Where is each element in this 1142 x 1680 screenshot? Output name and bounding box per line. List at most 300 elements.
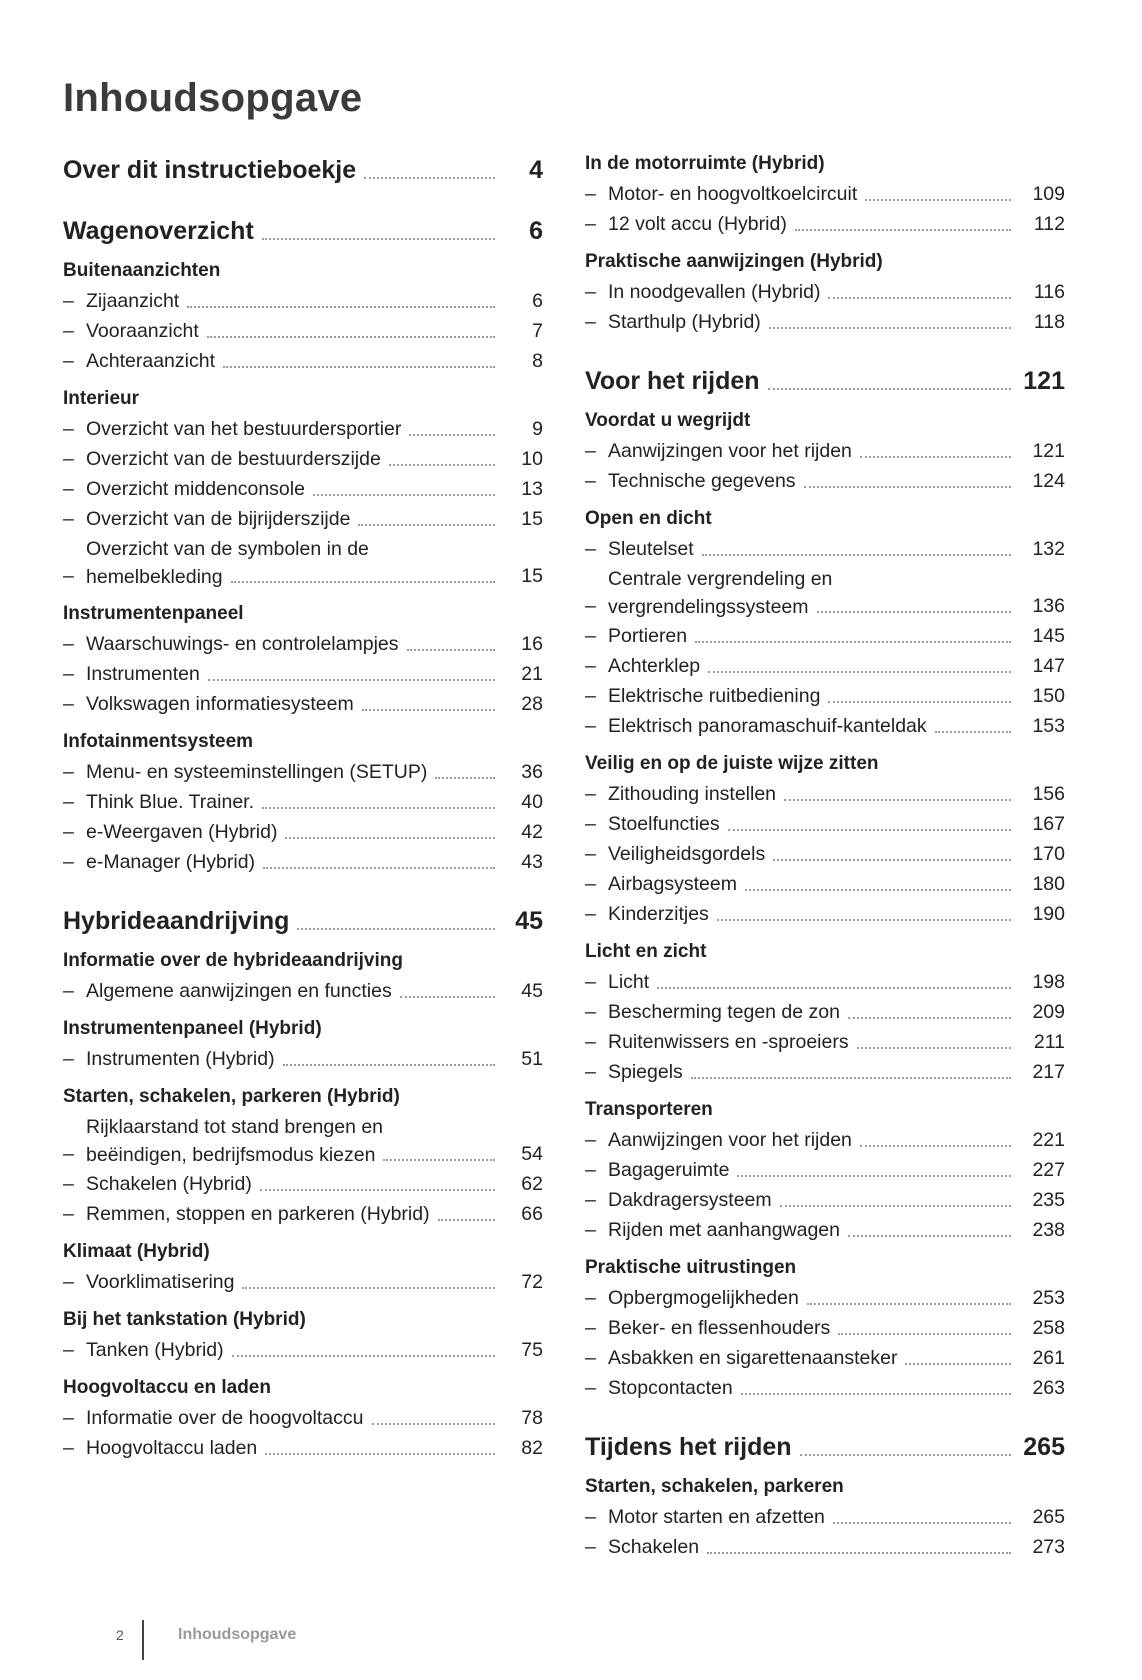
toc-item-label: Portieren <box>608 625 688 647</box>
toc-item[interactable] <box>63 757 543 787</box>
dot-leader <box>804 486 1011 488</box>
toc-section-heading: Buitenaanzichten <box>63 260 221 281</box>
toc-item-label: beëindigen, bedrijfsmodus kiezen <box>86 1144 376 1166</box>
toc-item-line <box>608 534 1019 564</box>
toc-item-label: Technische gegevens <box>608 470 796 492</box>
toc-item[interactable] <box>585 179 1065 209</box>
list-dash: – <box>585 595 596 617</box>
toc-page-number: 43 <box>521 851 543 873</box>
list-dash: – <box>63 821 74 843</box>
toc-chapter-line <box>63 153 503 187</box>
list-dash: – <box>63 320 74 342</box>
dot-leader <box>728 829 1011 831</box>
toc-item-label: e-Weergaven (Hybrid) <box>86 821 278 843</box>
toc-item-line <box>608 1313 1019 1343</box>
toc-item[interactable] <box>585 1373 1065 1403</box>
toc-item-line <box>608 1057 1019 1087</box>
toc-item-line <box>86 1433 503 1463</box>
list-dash: – <box>63 663 74 685</box>
dot-leader <box>860 456 1011 458</box>
toc-section-heading: Open en dicht <box>585 508 712 529</box>
toc-item-line <box>86 286 503 316</box>
toc-item-line <box>86 564 503 591</box>
toc-item[interactable] <box>585 1343 1065 1373</box>
toc-item-body <box>86 817 503 847</box>
toc-item-body <box>608 1057 1019 1087</box>
toc-item-body <box>86 757 503 787</box>
toc-item-line <box>608 1283 1019 1313</box>
toc-item-line <box>86 847 503 877</box>
toc-page-number: 9 <box>532 418 543 440</box>
toc-item[interactable] <box>585 1215 1065 1245</box>
toc-item-label: Aanwijzingen voor het rijden <box>608 440 852 462</box>
list-dash: – <box>585 873 596 895</box>
toc-item-body <box>608 564 1019 621</box>
toc-item-label: hemelbekleding <box>86 566 223 588</box>
toc-item[interactable] <box>585 711 1065 741</box>
toc-item-line <box>608 621 1019 651</box>
dot-leader <box>400 996 495 998</box>
toc-item[interactable] <box>63 659 543 689</box>
toc-item[interactable] <box>585 1502 1065 1532</box>
toc-item-line <box>86 316 503 346</box>
toc-item[interactable] <box>585 779 1065 809</box>
toc-item-body <box>608 436 1019 466</box>
list-dash: – <box>63 448 74 470</box>
toc-item-label: Menu- en systeeminstellingen (SETUP) <box>86 761 428 783</box>
toc-page-number: 72 <box>521 1271 543 1293</box>
toc-page-number: 265 <box>1023 1433 1065 1461</box>
toc-item[interactable] <box>585 1185 1065 1215</box>
toc-item-label: Stopcontacten <box>608 1377 733 1399</box>
list-dash: – <box>585 1219 596 1241</box>
toc-page-number: 150 <box>1032 685 1065 707</box>
toc-item-label: Ruitenwissers en -sproeiers <box>608 1031 849 1053</box>
list-dash: – <box>585 783 596 805</box>
toc-item[interactable] <box>585 681 1065 711</box>
toc-item-label: Stoelfuncties <box>608 813 720 835</box>
toc-item-label: 12 volt accu (Hybrid) <box>608 213 787 235</box>
toc-item-label: Think Blue. Trainer. <box>86 791 254 813</box>
dot-leader <box>795 229 1011 231</box>
dot-leader <box>708 671 1011 673</box>
toc-item-label: Achterklep <box>608 655 701 677</box>
list-dash: – <box>585 1377 596 1399</box>
dot-leader <box>263 867 495 869</box>
dot-leader <box>358 524 495 526</box>
toc-item[interactable] <box>585 1313 1065 1343</box>
toc-chapter[interactable] <box>585 1430 1065 1464</box>
list-dash: – <box>63 290 74 312</box>
toc-chapter[interactable] <box>63 904 543 938</box>
toc-item-body <box>608 307 1019 337</box>
toc-item-body <box>608 1502 1019 1532</box>
dot-leader <box>784 799 1011 801</box>
toc-section-heading: Instrumentenpaneel <box>63 603 244 624</box>
toc-item-line <box>86 534 503 564</box>
list-dash: – <box>63 1048 74 1070</box>
toc-item-label: Motor starten en afzetten <box>608 1506 825 1528</box>
toc-page-number: 190 <box>1032 903 1065 925</box>
toc-item-body <box>608 179 1019 209</box>
list-dash: – <box>63 851 74 873</box>
toc-page-number: 13 <box>521 478 543 500</box>
toc-item[interactable] <box>63 444 543 474</box>
toc-item-line <box>86 346 503 376</box>
toc-page-number: 147 <box>1032 655 1065 677</box>
toc-page-number: 265 <box>1032 1506 1065 1528</box>
toc-item-body <box>608 1532 1019 1562</box>
toc-item-body <box>608 621 1019 651</box>
toc-chapter-label: Tijdens het rijden <box>585 1433 792 1461</box>
dot-leader <box>364 177 495 179</box>
toc-item-line <box>86 1267 503 1297</box>
list-dash: – <box>585 1001 596 1023</box>
list-dash: – <box>63 1271 74 1293</box>
toc-page-number: 121 <box>1023 367 1065 395</box>
toc-item-label: Bescherming tegen de zon <box>608 1001 840 1023</box>
toc-item[interactable] <box>63 286 543 316</box>
toc-page-number: 21 <box>521 663 543 685</box>
toc-chapter[interactable] <box>585 364 1065 398</box>
toc-page-number: 45 <box>521 980 543 1002</box>
toc-item-label: vergrendelingssysteem <box>608 596 809 618</box>
dot-leader <box>297 928 495 930</box>
dot-leader <box>372 1423 496 1425</box>
toc-item[interactable] <box>63 474 543 504</box>
list-dash: – <box>63 1437 74 1459</box>
toc-item[interactable] <box>63 1044 543 1074</box>
toc-section-heading: Licht en zicht <box>585 941 707 962</box>
toc-page-number: 124 <box>1032 470 1065 492</box>
toc-item-label: Achteraanzicht <box>86 350 215 372</box>
toc-page-number: 40 <box>521 791 543 813</box>
list-dash: – <box>585 470 596 492</box>
toc-section-heading: Praktische aanwijzingen (Hybrid) <box>585 251 883 272</box>
toc-item[interactable] <box>585 1057 1065 1087</box>
toc-item[interactable] <box>63 316 543 346</box>
toc-item-label: Instrumenten (Hybrid) <box>86 1048 275 1070</box>
toc-item-label: Overzicht van de symbolen in de <box>86 538 369 560</box>
toc-item-body <box>86 847 503 877</box>
toc-item[interactable] <box>63 817 543 847</box>
toc-page-number: 116 <box>1033 281 1065 303</box>
toc-item-label: e-Manager (Hybrid) <box>86 851 256 873</box>
toc-item-label: Starthulp (Hybrid) <box>608 311 761 333</box>
toc-item-line <box>86 689 503 719</box>
toc-item[interactable] <box>585 277 1065 307</box>
dot-leader <box>383 1159 495 1161</box>
dot-leader <box>283 1064 495 1066</box>
toc-item-body <box>86 1199 503 1229</box>
toc-item[interactable] <box>585 839 1065 869</box>
toc-item-body <box>86 504 503 534</box>
toc-chapter-line <box>63 904 503 938</box>
toc-item[interactable] <box>63 346 543 376</box>
toc-item[interactable] <box>585 534 1065 564</box>
dot-leader <box>242 1287 495 1289</box>
toc-item[interactable] <box>63 414 543 444</box>
toc-item-body <box>86 474 503 504</box>
toc-page-number: 235 <box>1032 1189 1065 1211</box>
toc-item-label: Waarschuwings- en controlelampjes <box>86 633 399 655</box>
list-dash: – <box>585 813 596 835</box>
toc-item-label: Asbakken en sigarettenaansteker <box>608 1347 898 1369</box>
toc-item[interactable] <box>585 1027 1065 1057</box>
toc-item-body <box>608 1313 1019 1343</box>
toc-item-line <box>86 787 503 817</box>
toc-item-line <box>608 869 1019 899</box>
toc-item-label: Tanken (Hybrid) <box>86 1339 224 1361</box>
toc-item[interactable] <box>585 651 1065 681</box>
toc-item[interactable] <box>63 1335 543 1365</box>
toc-section-heading: In de motorruimte (Hybrid) <box>585 153 825 174</box>
toc-section-heading: Voordat u wegrijdt <box>585 410 751 431</box>
toc-item-line <box>608 1502 1019 1532</box>
dot-leader <box>817 611 1011 613</box>
toc-item-line <box>608 651 1019 681</box>
list-dash: – <box>63 418 74 440</box>
toc-item-line <box>608 711 1019 741</box>
toc-section-heading: Interieur <box>63 388 140 409</box>
toc-item-line <box>608 1155 1019 1185</box>
dot-leader <box>865 199 1011 201</box>
dot-leader <box>207 336 495 338</box>
list-dash: – <box>63 1407 74 1429</box>
toc-item-line <box>86 1142 503 1169</box>
toc-item-body <box>608 681 1019 711</box>
list-dash: – <box>585 1347 596 1369</box>
dot-leader <box>313 494 495 496</box>
toc-item-label: Overzicht middenconsole <box>86 478 305 500</box>
toc-section-heading: Starten, schakelen, parkeren <box>585 1476 844 1497</box>
toc-section-heading: Informatie over de hybrideaandrijving <box>63 950 403 971</box>
toc-item-line <box>608 997 1019 1027</box>
toc-item-label: Elektrisch panoramaschuif-kanteldak <box>608 715 927 737</box>
toc-item[interactable] <box>63 504 543 534</box>
list-dash: – <box>585 183 596 205</box>
toc-page-number: 82 <box>521 1437 543 1459</box>
toc-item-line <box>608 809 1019 839</box>
toc-page-number: 145 <box>1032 625 1065 647</box>
toc-item-body <box>608 1027 1019 1057</box>
toc-page-number: 156 <box>1032 783 1065 805</box>
toc-item[interactable] <box>63 1267 543 1297</box>
toc-item-body <box>86 1267 503 1297</box>
toc-item-line <box>608 307 1019 337</box>
toc-item[interactable] <box>63 1433 543 1463</box>
list-dash: – <box>585 715 596 737</box>
toc-item[interactable] <box>585 1283 1065 1313</box>
list-dash: – <box>63 478 74 500</box>
toc-item-line <box>608 1343 1019 1373</box>
toc-item-body <box>608 1155 1019 1185</box>
toc-item-body <box>608 1343 1019 1373</box>
toc-item[interactable] <box>585 967 1065 997</box>
toc-item-label: Bagageruimte <box>608 1159 730 1181</box>
toc-item-body <box>86 534 503 591</box>
list-dash: – <box>63 761 74 783</box>
toc-item-label: Centrale vergrendeling en <box>608 568 833 590</box>
dot-leader <box>232 1355 495 1357</box>
list-dash: – <box>585 281 596 303</box>
toc-item[interactable] <box>585 209 1065 239</box>
toc-item[interactable] <box>63 1169 543 1199</box>
toc-item-label: Overzicht van het bestuurdersportier <box>86 418 402 440</box>
dot-leader <box>828 297 1011 299</box>
dot-leader <box>208 679 495 681</box>
toc-item-label: Opbergmogelijkheden <box>608 1287 799 1309</box>
dot-leader <box>833 1522 1011 1524</box>
toc-item-line <box>86 444 503 474</box>
toc-item-line <box>608 681 1019 711</box>
toc-chapter-label: Hybrideaandrijving <box>63 907 290 935</box>
toc-item-label: Instrumenten <box>86 663 200 685</box>
toc-page-number: 273 <box>1032 1536 1065 1558</box>
toc-page-number: 217 <box>1032 1061 1065 1083</box>
list-dash: – <box>63 565 74 587</box>
toc-page-number: 45 <box>515 907 543 935</box>
toc-item[interactable] <box>585 466 1065 496</box>
toc-item[interactable] <box>63 787 543 817</box>
toc-item-body <box>86 1403 503 1433</box>
toc-item-body <box>86 1044 503 1074</box>
toc-item-line <box>608 839 1019 869</box>
toc-item-line <box>608 779 1019 809</box>
toc-item-line <box>86 1403 503 1433</box>
toc-item-label: Algemene aanwijzingen en functies <box>86 980 392 1002</box>
toc-item-line <box>86 817 503 847</box>
toc-item[interactable] <box>585 1125 1065 1155</box>
toc-item-line <box>608 1532 1019 1562</box>
toc-page-number: 28 <box>521 693 543 715</box>
toc-item-label: Volkswagen informatiesysteem <box>86 693 354 715</box>
toc-item[interactable] <box>63 629 543 659</box>
toc-item[interactable] <box>585 899 1065 929</box>
toc-item[interactable] <box>63 1199 543 1229</box>
toc-item-line <box>608 564 1019 594</box>
toc-item[interactable] <box>585 809 1065 839</box>
list-dash: – <box>585 1536 596 1558</box>
toc-item-body <box>86 286 503 316</box>
toc-item-label: Schakelen <box>608 1536 700 1558</box>
toc-item[interactable] <box>63 689 543 719</box>
dot-leader <box>737 1175 1011 1177</box>
dot-leader <box>702 554 1011 556</box>
toc-item-label: Airbagsysteem <box>608 873 737 895</box>
toc-page-number: 253 <box>1032 1287 1065 1309</box>
toc-item[interactable] <box>585 1155 1065 1185</box>
toc-item-label: Aanwijzingen voor het rijden <box>608 1129 852 1151</box>
toc-item-body <box>608 1215 1019 1245</box>
toc-item-body <box>86 787 503 817</box>
toc-page-number: 109 <box>1032 183 1065 205</box>
toc-item-label: Vooraanzicht <box>86 320 199 342</box>
toc-item-label: Kinderzitjes <box>608 903 709 925</box>
toc-page-number: 75 <box>521 1339 543 1361</box>
toc-item[interactable] <box>585 307 1065 337</box>
toc-page-number: 7 <box>532 320 543 342</box>
toc-item[interactable] <box>585 621 1065 651</box>
toc-chapter-label: Over dit instructieboekje <box>63 156 357 184</box>
toc-item[interactable] <box>585 869 1065 899</box>
toc-item-body <box>86 316 503 346</box>
toc-page-number: 6 <box>532 290 543 312</box>
toc-item-line <box>608 899 1019 929</box>
dot-leader <box>409 434 495 436</box>
toc-page-number: 121 <box>1032 440 1065 462</box>
list-dash: – <box>585 625 596 647</box>
list-dash: – <box>585 538 596 560</box>
dot-leader <box>438 1219 495 1221</box>
page-title: Inhoudsopgave <box>63 76 363 120</box>
toc-page-number: 62 <box>521 1173 543 1195</box>
toc-item-line <box>608 466 1019 496</box>
dot-leader <box>435 777 495 779</box>
toc-page-number: 8 <box>532 350 543 372</box>
toc-item-label: Overzicht van de bijrijderszijde <box>86 508 351 530</box>
list-dash: – <box>585 1189 596 1211</box>
toc-chapter[interactable] <box>63 153 543 187</box>
toc-item-label: Sleutelset <box>608 538 694 560</box>
toc-item[interactable] <box>63 534 543 591</box>
list-dash: – <box>585 311 596 333</box>
dot-leader <box>407 649 496 651</box>
toc-item[interactable] <box>63 1112 543 1169</box>
list-dash: – <box>63 350 74 372</box>
toc-item-line <box>608 436 1019 466</box>
list-dash: – <box>585 685 596 707</box>
toc-item-line <box>608 209 1019 239</box>
toc-item-body <box>86 444 503 474</box>
toc-item-body <box>86 1335 503 1365</box>
dot-leader <box>691 1077 1011 1079</box>
list-dash: – <box>585 903 596 925</box>
dot-leader <box>231 581 495 583</box>
toc-item[interactable] <box>585 997 1065 1027</box>
dot-leader <box>935 731 1011 733</box>
toc-page-number: 180 <box>1032 873 1065 895</box>
list-dash: – <box>585 440 596 462</box>
toc-item[interactable] <box>585 1532 1065 1562</box>
toc-item-label: Spiegels <box>608 1061 683 1083</box>
toc-item-body <box>86 1433 503 1463</box>
toc-page-number: 51 <box>521 1048 543 1070</box>
list-dash: – <box>585 843 596 865</box>
toc-item[interactable] <box>63 976 543 1006</box>
toc-item[interactable] <box>585 564 1065 621</box>
toc-item-label: Voorklimatisering <box>86 1271 235 1293</box>
dot-leader <box>362 709 495 711</box>
toc-item[interactable] <box>63 847 543 877</box>
list-dash: – <box>585 1287 596 1309</box>
toc-item[interactable] <box>63 1403 543 1433</box>
toc-page-number: 261 <box>1032 1347 1065 1369</box>
toc-item-label: Remmen, stoppen en parkeren (Hybrid) <box>86 1203 430 1225</box>
toc-chapter[interactable] <box>63 214 543 248</box>
toc-item-body <box>86 1112 503 1169</box>
toc-chapter-label: Voor het rijden <box>585 367 760 395</box>
toc-item-body <box>608 711 1019 741</box>
toc-page-number: 211 <box>1033 1031 1065 1053</box>
toc-page-number: 198 <box>1032 971 1065 993</box>
toc-item-line <box>86 1199 503 1229</box>
toc-item-label: Informatie over de hoogvoltaccu <box>86 1407 364 1429</box>
toc-item-line <box>86 504 503 534</box>
toc-item-body <box>86 659 503 689</box>
toc-item[interactable] <box>585 436 1065 466</box>
toc-item-line <box>86 474 503 504</box>
